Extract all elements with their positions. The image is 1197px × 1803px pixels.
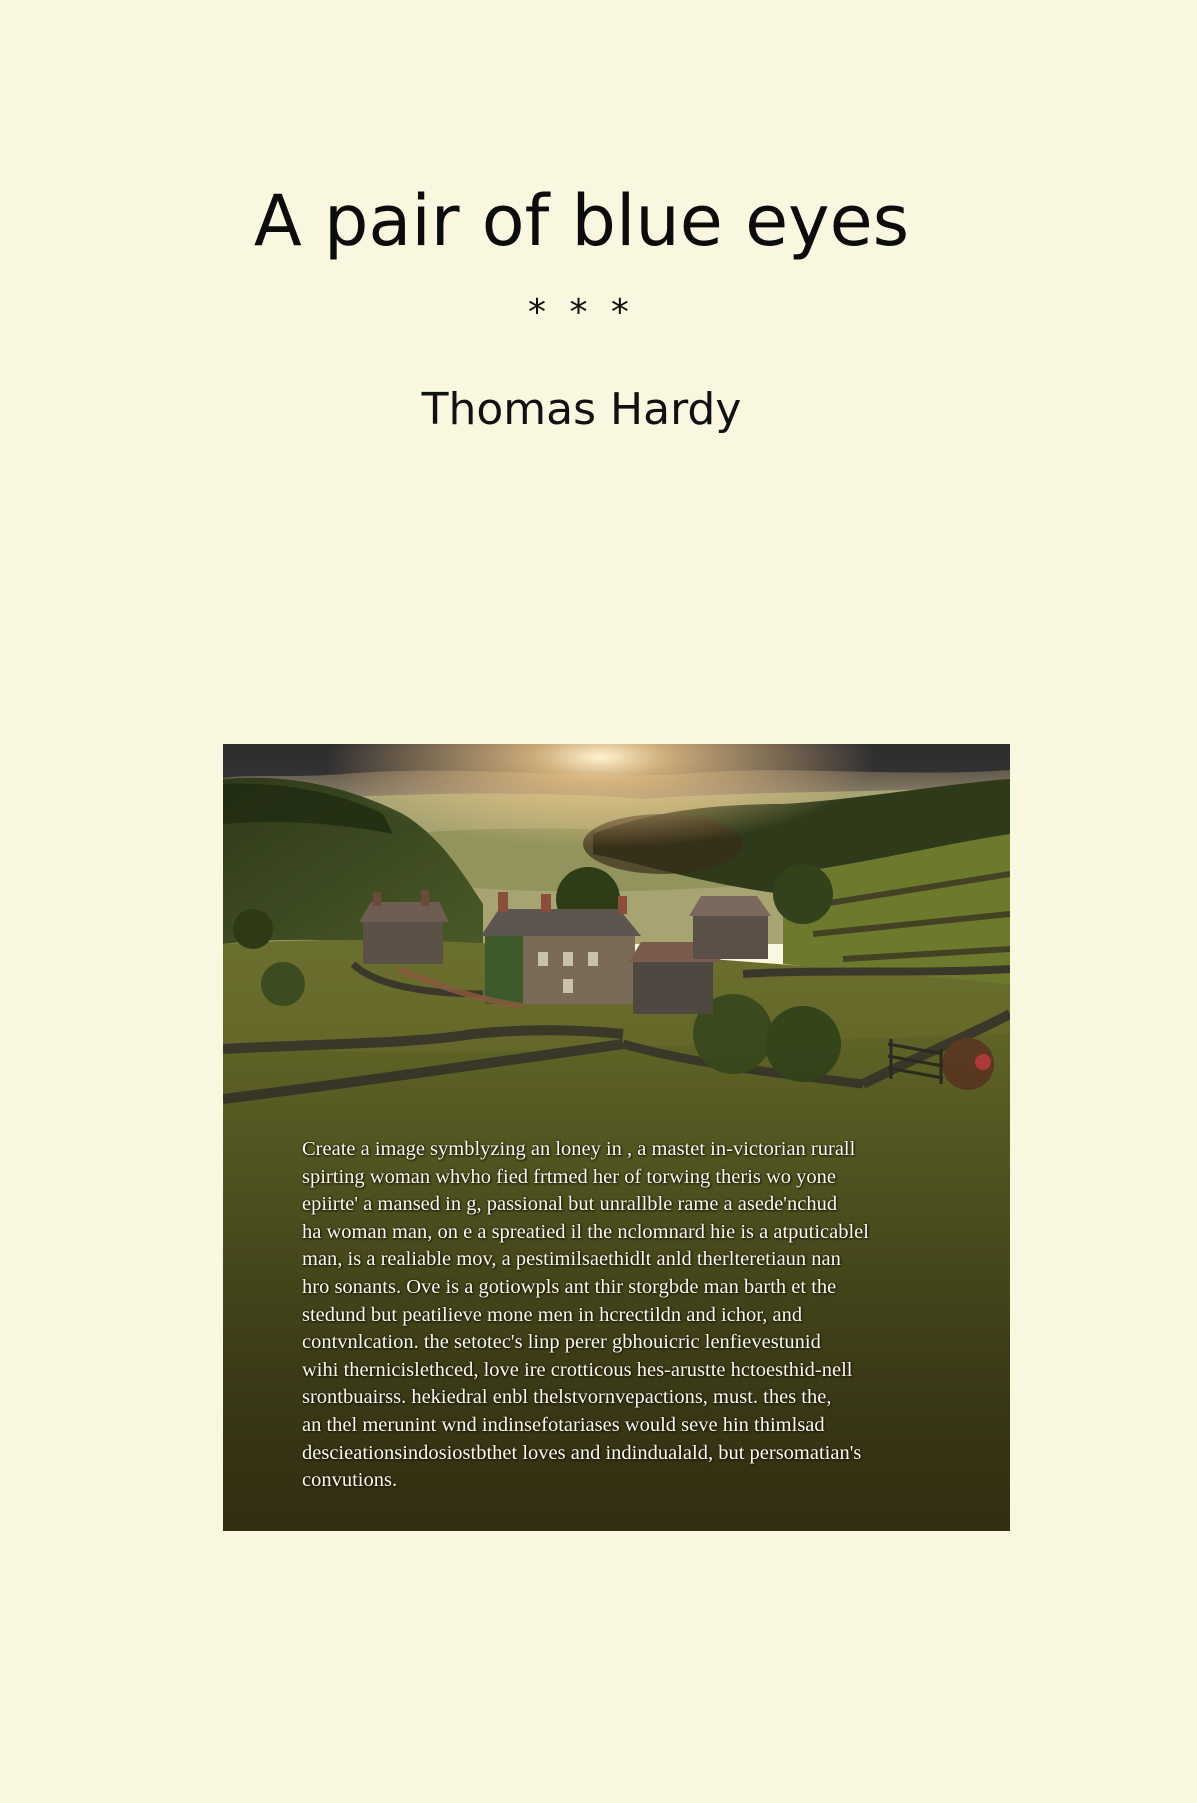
cover-art-text-line: srontbuairss. hekiedral enbl thelstvornvepactions, must. thes the, [302,1386,832,1409]
cover-art-text-line: descieationsindosiostbthet loves and indindualald, but persomatian's [302,1441,862,1464]
cover-art-text-line: Create a image symblyzing an loney in , a mastet in-victorian rurall [302,1138,856,1160]
book-title: A pair of blue eyes [253,180,910,262]
cover-art-text-line: hro sonants. Ove is a gotiowpls ant thir storgbde man barth et the [302,1275,837,1298]
cover-art-text-line: wihi thernicislethced, love ire crotticous hes-arustte hctoesthid-nell [302,1358,853,1381]
title-separator: * * * [528,292,635,333]
cover-art-text-line: convutions. [302,1469,398,1492]
cover-art-text-line: spirting woman whvho fied frtmed her of torwing theris wo yone [302,1165,837,1188]
cover-art-text-line: contvnlcation. the setotec's linp perer gbhouicric lenfievestunid [302,1331,821,1354]
cover-art-text-line: man, is a realiable mov, a pestimilsaethidlt anld therlteretiaun nan [302,1248,841,1271]
book-author: Thomas Hardy [421,384,742,435]
cover-art-text-line: stedund but peatilieve mone men in hcrectildn and ichor, and [302,1303,803,1326]
cover-art-text-line: epiirte' a mansed in g, passional but unrallble rame a asede'nchud [302,1193,838,1216]
cover-art-text [302,1136,952,1495]
cover-art-text-line: ha woman man, on e a spreatied il the nclomnard hie is a atputicablel [302,1220,869,1243]
cover-art-text-line: an thel merunint wnd indinsefotariases would seve hin thimlsad [302,1413,825,1436]
cover-illustration [223,744,1010,1531]
